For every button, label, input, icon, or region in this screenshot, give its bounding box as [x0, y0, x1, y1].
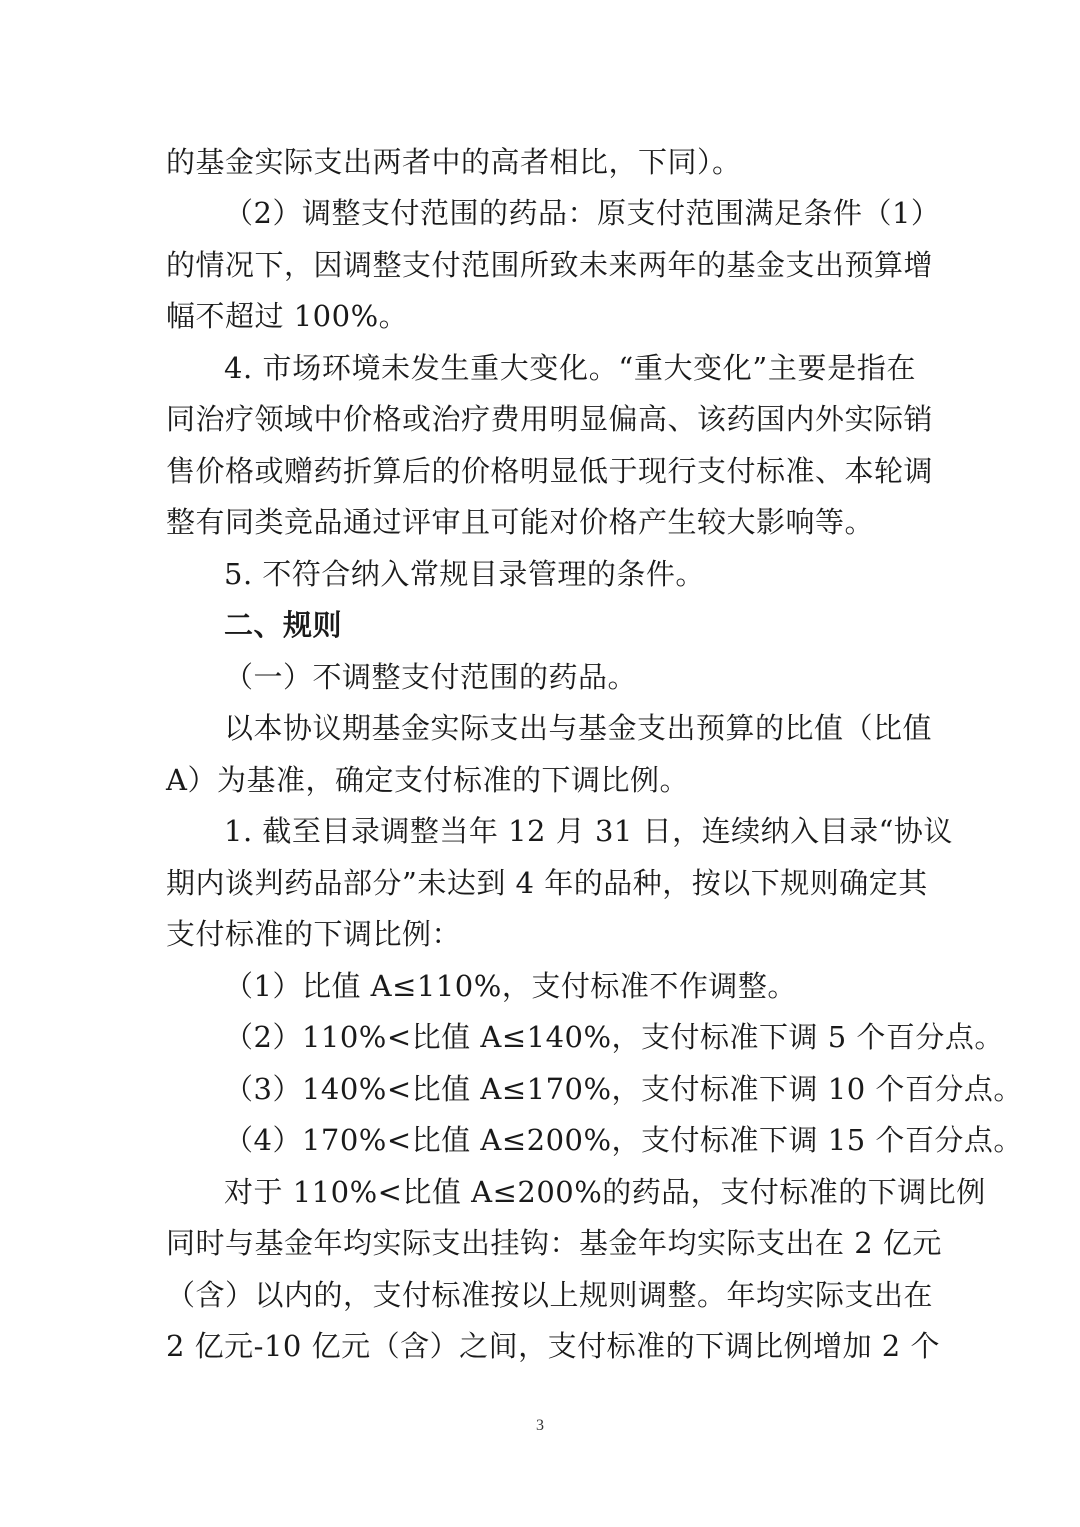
- body-text-line: 5. 不符合纳入常规目录管理的条件。: [224, 557, 705, 591]
- body-text-line: 同时与基金年均实际支出挂钩：基金年均实际支出在 2 亿元: [166, 1226, 942, 1260]
- body-text-line: 整有同类竞品通过评审且可能对价格产生较大影响等。: [166, 505, 875, 539]
- list-item: （3）140%<比值 A≤170%，支付标准下调 10 个百分点。: [224, 1072, 1023, 1106]
- body-text-line: （含）以内的，支付标准按以上规则调整。年均实际支出在: [166, 1278, 934, 1312]
- body-text-line: 同治疗领域中价格或治疗费用明显偏高、该药国内外实际销: [166, 402, 934, 436]
- body-text-line: 支付标准的下调比例：: [166, 917, 462, 951]
- list-item: （1）比值 A≤110%，支付标准不作调整。: [224, 969, 797, 1003]
- body-text-line: （2）调整支付范围的药品：原支付范围满足条件（1）: [224, 196, 941, 230]
- body-text-line: 的基金实际支出两者中的高者相比，下同）。: [166, 145, 742, 179]
- subsection-heading: （一）不调整支付范围的药品。: [224, 660, 638, 694]
- body-text-line: A）为基准，确定支付标准的下调比例。: [166, 763, 689, 797]
- body-text-line: 1. 截至目录调整当年 12 月 31 日，连续纳入目录“协议: [224, 814, 953, 848]
- body-text-line: 对于 110%<比值 A≤200%的药品，支付标准的下调比例: [224, 1175, 986, 1209]
- body-text-line: 2 亿元-10 亿元（含）之间，支付标准的下调比例增加 2 个: [166, 1329, 940, 1363]
- section-heading: 二、规则: [224, 608, 343, 642]
- body-text-line: 的情况下，因调整支付范围所致未来两年的基金支出预算增: [166, 248, 934, 282]
- body-text-line: 幅不超过 100%。: [166, 299, 409, 333]
- body-text-line: 以本协议期基金实际支出与基金支出预算的比值（比值: [224, 711, 933, 745]
- list-item: （2）110%<比值 A≤140%，支付标准下调 5 个百分点。: [224, 1020, 1004, 1054]
- body-text-line: 售价格或赠药折算后的价格明显低于现行支付标准、本轮调: [166, 454, 934, 488]
- list-item: （4）170%<比值 A≤200%，支付标准下调 15 个百分点。: [224, 1123, 1023, 1157]
- page-number: 3: [536, 1417, 544, 1434]
- body-text-line: 期内谈判药品部分”未达到 4 年的品种，按以下规则确定其: [166, 866, 928, 900]
- body-text-line: 4. 市场环境未发生重大变化。“重大变化”主要是指在: [224, 351, 916, 385]
